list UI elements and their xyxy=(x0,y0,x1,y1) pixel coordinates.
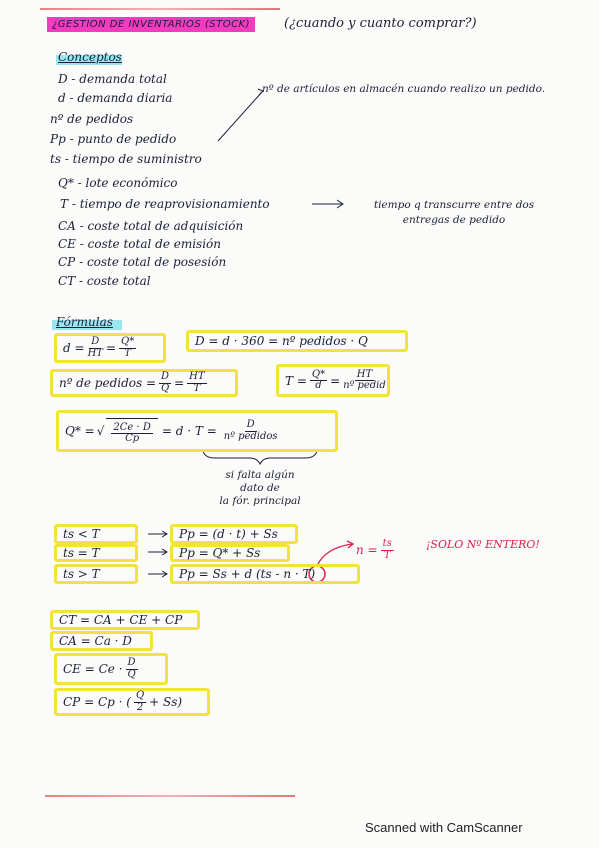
section-conceptos: Conceptos xyxy=(58,50,122,64)
formula-d: d = $\frac{D}{HT}$ = $\frac{Q*}{T}$ xyxy=(54,333,166,363)
page-title: ¿GESTION DE INVENTARIOS (STOCK) xyxy=(47,17,255,32)
formula-Q: Q* = √ $\frac{2Ce \cdot D}{Cp}$ = d · T = $\frac{D}{\text{nº pedidos}}$ xyxy=(56,410,338,452)
brace-note-2: dato de xyxy=(240,482,280,494)
formula-n-pedidos: nº de pedidos = $\frac{D}{Q}$ = $\frac{HT}{T}$ xyxy=(50,369,238,397)
concept-n-pedidos: nº de pedidos xyxy=(50,112,134,126)
n-note: ¡SOLO Nº ENTERO! xyxy=(426,538,540,551)
pp-result-greater: Pp = Ss + d (ts - n · T) xyxy=(170,564,360,584)
formula-T: T = $\frac{Q*}{d}$ = $\frac{HT}{\text{nº pedid}}$ xyxy=(276,364,390,397)
brace-note-1: si falta algún xyxy=(225,469,295,481)
note-pp: nº de artículos en almacén cuando realizo un pedido. xyxy=(262,83,546,95)
pp-result-equal: Pp = Q* + Ss xyxy=(170,544,290,562)
brace-note-3: la fór. principal xyxy=(219,495,301,507)
pp-result-less: Pp = (d · t) + Ss xyxy=(170,524,298,544)
cost-CE: CE = Ce · $\frac{D}{Q}$ xyxy=(54,653,168,685)
concept-Q: Q* - lote económico xyxy=(58,176,178,190)
formula-D: D = d · 360 = nº pedidos · Q xyxy=(186,330,408,352)
concept-d: d - demanda diaria xyxy=(58,91,173,105)
cost-CP: CP = Cp · ( $\frac{Q}{2}$ + Ss) xyxy=(54,688,210,716)
ts-cond-greater: ts > T xyxy=(54,564,138,584)
ts-cond-equal: ts = T xyxy=(54,544,138,562)
concept-CT: CT - coste total xyxy=(58,274,151,288)
concept-CE: CE - coste total de emisión xyxy=(58,237,222,251)
title-question: (¿cuando y cuanto comprar?) xyxy=(284,16,477,31)
n-formula: n = $\frac{ts}{T}$ xyxy=(356,538,392,561)
note-t: tiempo q transcurre entre dos entregas de pedido xyxy=(373,199,535,227)
concept-D: D - demanda total xyxy=(58,72,167,86)
concept-CA: CA - coste total de adquisición xyxy=(58,219,244,233)
concept-CP: CP - coste total de posesión xyxy=(58,255,227,269)
concept-Pp: Pp - punto de pedido xyxy=(50,132,177,146)
cost-CT: CT = CA + CE + CP xyxy=(50,610,200,630)
concept-ts: ts - tiempo de suministro xyxy=(50,152,202,166)
concept-T: T - tiempo de reaprovisionamiento xyxy=(60,197,270,211)
section-formulas: Fórmulas xyxy=(56,315,113,329)
ts-cond-less: ts < T xyxy=(54,524,138,544)
camscanner-footer: Scanned with CamScanner xyxy=(365,820,523,835)
cost-CA: CA = Ca · D xyxy=(50,631,153,651)
